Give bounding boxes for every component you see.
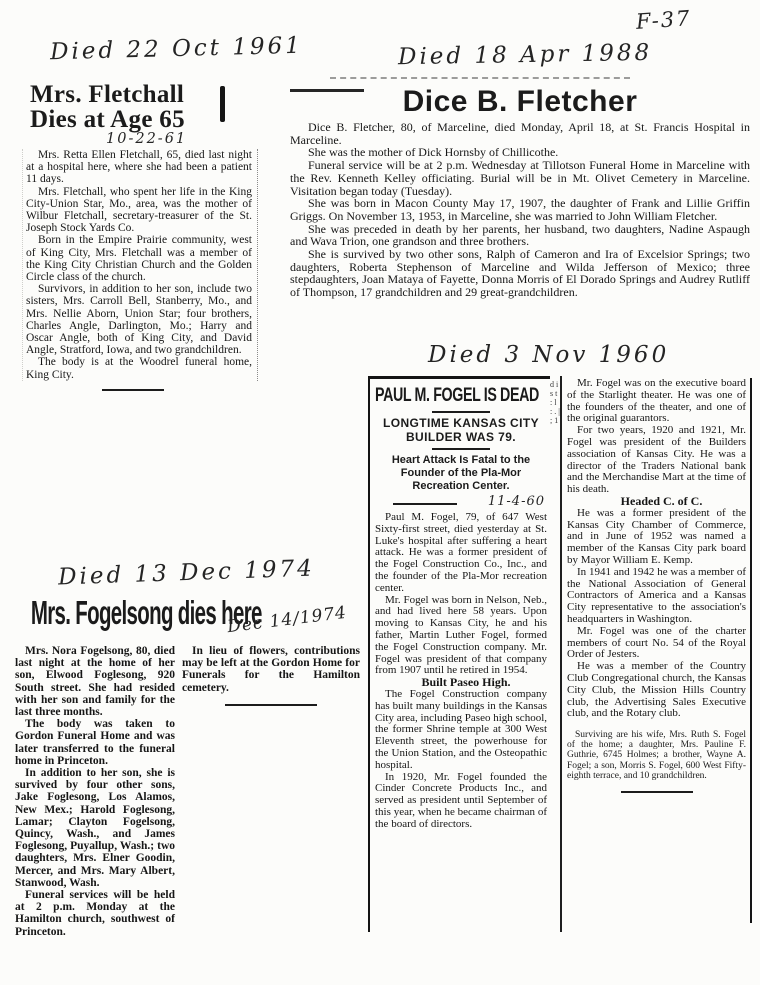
column-edge-fragments: d i s t : l : . | ; 1 bbox=[550, 376, 562, 932]
fogel-right-body bbox=[567, 378, 746, 720]
fogel-paragraph: The Fogel Construction company has built many buildings in the Kansas City area, including Paseo high school, the former Shrine temple at 300 West Eleventh street, the powerhouse for the Union Station, and the Osteopathic hospital. bbox=[375, 687, 547, 771]
fogel-paragraph: Mr. Fogel was on the executive board of the Starlight theater. He was one of the founders of the theater, and one of the original guarantors. bbox=[567, 377, 746, 425]
fogel-paragraph: He was a member of the Country Club Congregational church, the Kansas City Club, the Mission Hills Country club, the Advertising Sales Executive club, and the Rotary club. bbox=[567, 660, 746, 720]
fletcher-paragraph: She was born in Macon County May 17, 1907, the daughter of Frank and Lillie Griffin Griggs. On November 13, 1953, in Marceline, she was married to John William Fletcher. bbox=[290, 196, 750, 223]
fletchall-paragraph: Born in the Empire Prairie community, west of King City, Mrs. Fletchall was a member of the King City Christian Church and the Golden Circle class of the church. bbox=[26, 234, 252, 284]
fletchall-paragraph: Survivors, in addition to her son, include two sisters, Mrs. Carroll Bell, Stanberry, Mo., and Mrs. Nellie Aborn, Union Star; four brothers, Charles Angle, Darlington, Mo.; Harry and Oscar Angle, both of King City, and David Angle, Stratford, Iowa, and two grandchildren. bbox=[26, 283, 252, 357]
fletcher-paragraph: Dice B. Fletcher, 80, of Marceline, died Monday, April 18, at St. Francis Hospital in Marceline. bbox=[290, 120, 750, 147]
fogelsong-handwritten-note: Dec 14/1974 bbox=[226, 602, 349, 638]
fletcher-top-rule bbox=[290, 89, 364, 92]
fletcher-paragraph: She was the mother of Dick Hornsby of Chillicothe. bbox=[308, 145, 559, 160]
fletcher-paragraph: Funeral service will be at 2 p.m. Wednesday at Tillotson Funeral Home in Marceline with the Rev. Kenneth Kelley officiating. Burial will be in Mt. Olivet Cemetery in Marceline. Visitation began today (Tuesday). bbox=[290, 158, 750, 198]
fletchall-headline-line1: Mrs. Fletchall bbox=[30, 81, 185, 108]
fogel-deck1: LONGTIME KANSAS CITY BUILDER WAS 79. bbox=[382, 416, 539, 444]
fletcher-handwritten-date: Died 18 Apr 1988 bbox=[397, 39, 653, 71]
fogel-right-column bbox=[565, 378, 752, 923]
fletchall-paragraph: The body is at the Woodrel funeral home, King City. bbox=[26, 356, 252, 381]
fogel-deck-rule bbox=[432, 448, 490, 450]
fogel-crosshead-paseo: Built Paseo High. bbox=[421, 675, 511, 690]
fogelsong-right-column bbox=[182, 645, 360, 938]
fogel-left-body bbox=[375, 512, 547, 831]
fogelsong-clipping bbox=[15, 594, 365, 938]
fogel-paragraph: In 1941 and 1942 he was a member of the National Association of General Contractors of America and a Kansas City representative to the association's headquarters in Washington. bbox=[567, 565, 746, 625]
fogel-paragraph: Mr. Fogel was one of the charter members of court No. 54 of the Royal Order of Jesters. bbox=[567, 624, 746, 661]
fogel-deck2: Heart Attack Is Fatal to the Founder of the Pla-Mor Recreation Center. bbox=[391, 454, 531, 492]
fletchall-body bbox=[22, 149, 258, 381]
fogel-rule-with-note bbox=[375, 496, 547, 512]
fogelsong-paragraph: In addition to her son, she is survived by four other sons, Jake Foglesong, Los Alamos, New Mex.; Harold Foglesong, Lamar; Clayton Fogelsong, Quincy, Wash., and James Foglesong, Puyallup, Wash.; two daughters, Mrs. Elner Goodin, Mercer, and Mrs. Mary Albert, Stanwood, Wash. bbox=[15, 767, 175, 889]
fogel-paragraph: Paul M. Fogel, 79, of 647 West Sixty-first street, died yesterday at St. Luke's hospital after suffering a heart attack. He was a former president of the Fogel Construction Co., Inc., and the founder of the Pla-Mor recreation center. bbox=[375, 511, 547, 594]
fogel-paragraph: Mr. Fogel was born in Nelson, Neb., and had lived here 58 years. Upon moving to Kansas City, he and his father, Martin Luther Fogel, formed the Fogel Construction company. Mr. Fogel was president of that company from 1907 until he retired in 1954. bbox=[375, 593, 547, 677]
fletchall-clipping bbox=[22, 82, 262, 391]
fogel-paragraph: For two years, 1920 and 1921, Mr. Fogel was president of the Builders association of Kansas City. He was a director of the Traders National bank and the Merchandise Mart at the time of his death. bbox=[567, 424, 746, 496]
fogel-headline: PAUL M. FOGEL IS DEAD bbox=[375, 385, 539, 406]
fletchall-headline-line2: Dies at Age 65 bbox=[30, 106, 185, 133]
fogel-handwritten-date: Died 3 Nov 1960 bbox=[428, 342, 670, 368]
fogel-handwritten-note: 11-4-60 bbox=[487, 494, 545, 509]
fogel-deck2-rule bbox=[393, 503, 457, 505]
fogelsong-paragraph: The body was taken to Gordon Funeral Home and was later transferred to the funeral home in Princeton. bbox=[15, 718, 175, 767]
fogelsong-left-column bbox=[15, 645, 175, 938]
fletchall-end-rule bbox=[102, 389, 164, 391]
fletcher-headline: Dice B. Fletcher bbox=[402, 85, 638, 118]
fletcher-body bbox=[290, 121, 750, 299]
fletchall-headline bbox=[22, 82, 262, 132]
fogel-end-rule bbox=[621, 791, 693, 793]
fogelsong-headline: Mrs. Fogelsong dies here bbox=[30, 594, 262, 632]
fletchall-paragraph: Mrs. Retta Ellen Fletchall, 65, died last night at a hospital here, where she had been a patient 11 days. bbox=[26, 149, 252, 186]
fletcher-paragraph: She is survived by two other sons, Ralph of Cameron and Ira of Excelsior Springs; two daughters, Roberta Stephenson of Marceline and Wilda Jefferson of Mexico; three stepdaughters, Joan Mataya of Fayette, Donna Morris of El Dorado Springs and Audrey Rutliff of Thompson, 17 grandchildren and 29 great-grandchildren. bbox=[290, 247, 750, 300]
fogel-clipping bbox=[368, 376, 752, 984]
fogelsong-paragraph: Mrs. Nora Fogelsong, 80, died last night at the home of her son, Elwood Foglesong, 920 South street. She had resided with her son and family for the last three months. bbox=[15, 645, 175, 719]
fogel-crosshead-chamber: Headed C. of C. bbox=[620, 493, 703, 508]
fletcher-clipping bbox=[290, 86, 750, 299]
fletchall-handwritten-date: Died 22 Oct 1961 bbox=[49, 32, 304, 66]
fogel-left-column bbox=[368, 376, 550, 932]
fletchall-paragraph: Mrs. Fletchall, who spent her life in the King City-Union Star, Mo., area, was the mother of Wilbur Fletchall, secretary-treasurer of the St. Joseph Stock Yards Co. bbox=[26, 185, 252, 235]
fogel-headline-rule bbox=[432, 411, 490, 413]
ink-mark bbox=[220, 86, 225, 122]
fogelsong-end-rule bbox=[225, 704, 317, 706]
fogel-paragraph: In 1920, Mr. Fogel founded the Cinder Concrete Products Inc., and served as president until September of this year, when he became chairman of the board of directors. bbox=[375, 770, 547, 830]
fogel-survivors-small-text bbox=[567, 730, 746, 782]
corner-page-mark-handwriting: F-37 bbox=[635, 6, 693, 34]
fogelsong-paragraph: In lieu of flowers, contributions may be left at the Gordon Home for Funerals for the Hamilton cemetery. bbox=[182, 645, 360, 694]
fogel-paragraph: He was a former president of the Kansas City Chamber of Commerce, and in June of 1952 was named a member of the Kansas City park board by Mayor William E. Kemp. bbox=[567, 506, 746, 566]
fogelsong-handwritten-date: Died 13 Dec 1974 bbox=[57, 555, 316, 591]
fletchall-handwritten-note: 10-22-61 bbox=[106, 131, 188, 147]
fogelsong-paragraph: Funeral services will be held at 2 p.m. Monday at the Hamilton church, southwest of Princeton. bbox=[15, 889, 175, 938]
handwriting-underline-dashes bbox=[330, 77, 630, 79]
fogel-paragraph: Surviving are his wife, Mrs. Ruth S. Fogel of the home; a daughter, Mrs. Pauline F. Guthrie, 6745 Holmes; a brother, Wayne A. Fogel; a son, Morris S. Fogel, 600 West Fifty-eighth terrace, and 10 grandchildren. bbox=[567, 729, 746, 782]
fletcher-paragraph: She was preceded in death by her parents, her husband, two daughters, Nadine Aspaugh and Wava Trion, one grandson and three brothers. bbox=[290, 221, 750, 249]
